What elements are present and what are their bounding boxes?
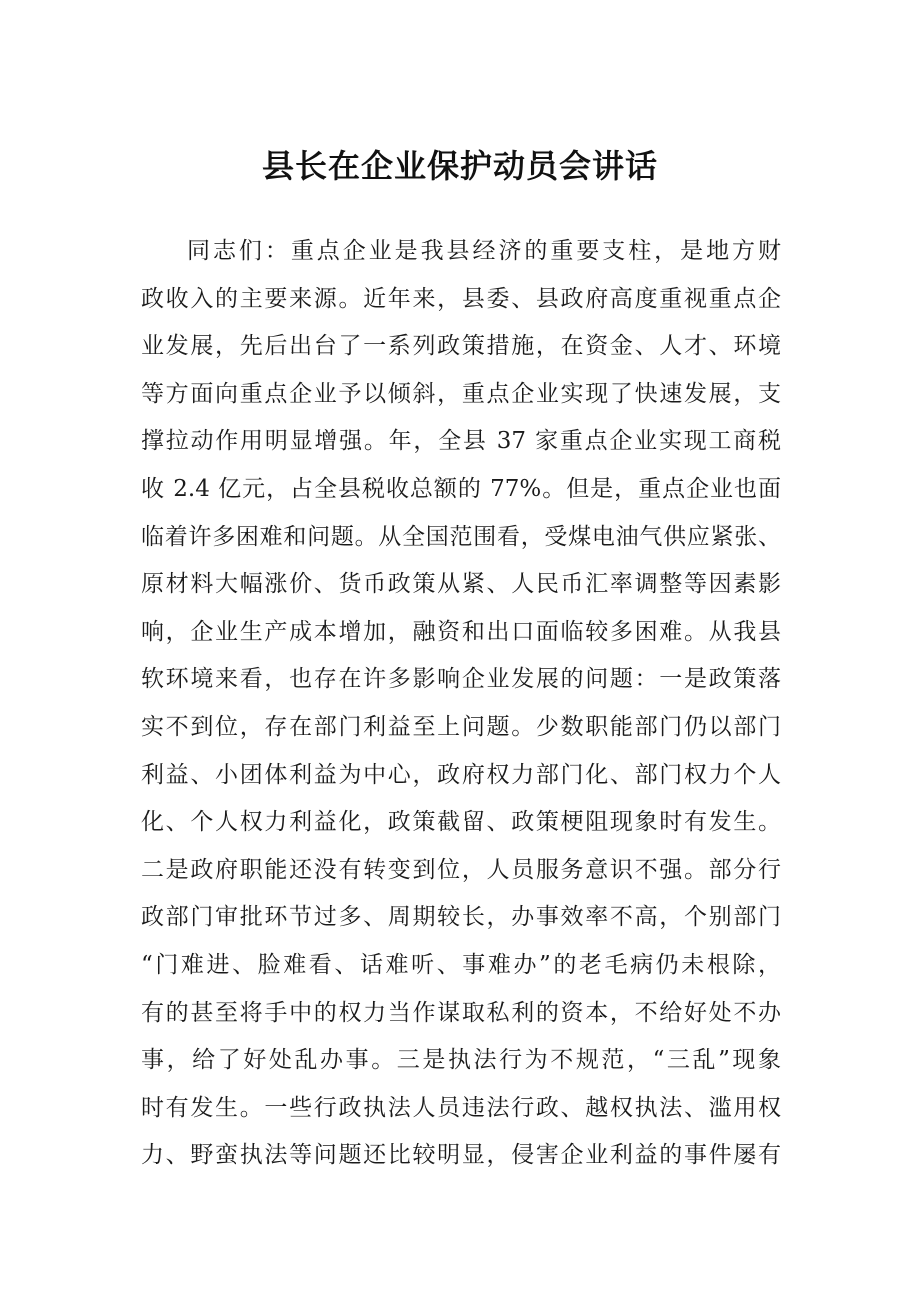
- paragraph-line: 利益、小团体利益为中心，政府权力部门化、部门权力个人: [141, 761, 781, 788]
- paragraph-line: 力、野蛮执法等问题还比较明显，侵害企业利益的事件屡有: [141, 1142, 781, 1169]
- paragraph-line: 收 2.4 亿元，占全县税收总额的 77%。但是，重点企业也面: [141, 475, 781, 502]
- paragraph-line: 政收入的主要来源。近年来，县委、县政府高度重视重点企: [141, 285, 781, 312]
- paragraph-line: 原材料大幅涨价、货币政策从紧、人民币汇率调整等因素影: [141, 571, 781, 598]
- paragraph-line: 事，给了好处乱办事。三是执法行为不规范，“三乱”现象: [141, 1047, 781, 1074]
- paragraph-line: “门难进、脸难看、话难听、事难办”的老毛病仍未根除，: [141, 951, 781, 978]
- paragraph-line: 政部门审批环节过多、周期较长，办事效率不高，个别部门: [141, 904, 781, 931]
- paragraph-line: 软环境来看，也存在许多影响企业发展的问题：一是政策落: [141, 666, 781, 693]
- paragraph-line: 等方面向重点企业予以倾斜，重点企业实现了快速发展，支: [141, 380, 781, 407]
- paragraph-line: 实不到位，存在部门利益至上问题。少数职能部门仍以部门: [141, 713, 781, 740]
- document-body: [141, 228, 781, 1180]
- paragraph-line: 化、个人权力利益化，政策截留、政策梗阻现象时有发生。: [141, 809, 781, 836]
- paragraph-line: 业发展，先后出台了一系列政策措施，在资金、人才、环境: [141, 333, 781, 360]
- paragraph-line: 时有发生。一些行政执法人员违法行政、越权执法、滥用权: [141, 1094, 781, 1121]
- document-title: 县长在企业保护动员会讲话: [261, 147, 658, 185]
- paragraph-line: 撑拉动作用明显增强。年，全县 37 家重点企业实现工商税: [141, 428, 781, 455]
- paragraph-line: 二是政府职能还没有转变到位，人员服务意识不强。部分行: [141, 856, 781, 883]
- paragraph-line: 响，企业生产成本增加，融资和出口面临较多困难。从我县: [141, 618, 781, 645]
- paragraph-line: 临着许多困难和问题。从全国范围看，受煤电油气供应紧张、: [141, 523, 781, 550]
- paragraph-line: 有的甚至将手中的权力当作谋取私利的资本，不给好处不办: [141, 999, 781, 1026]
- paragraph-line: 同志们：重点企业是我县经济的重要支柱，是地方财: [187, 238, 781, 264]
